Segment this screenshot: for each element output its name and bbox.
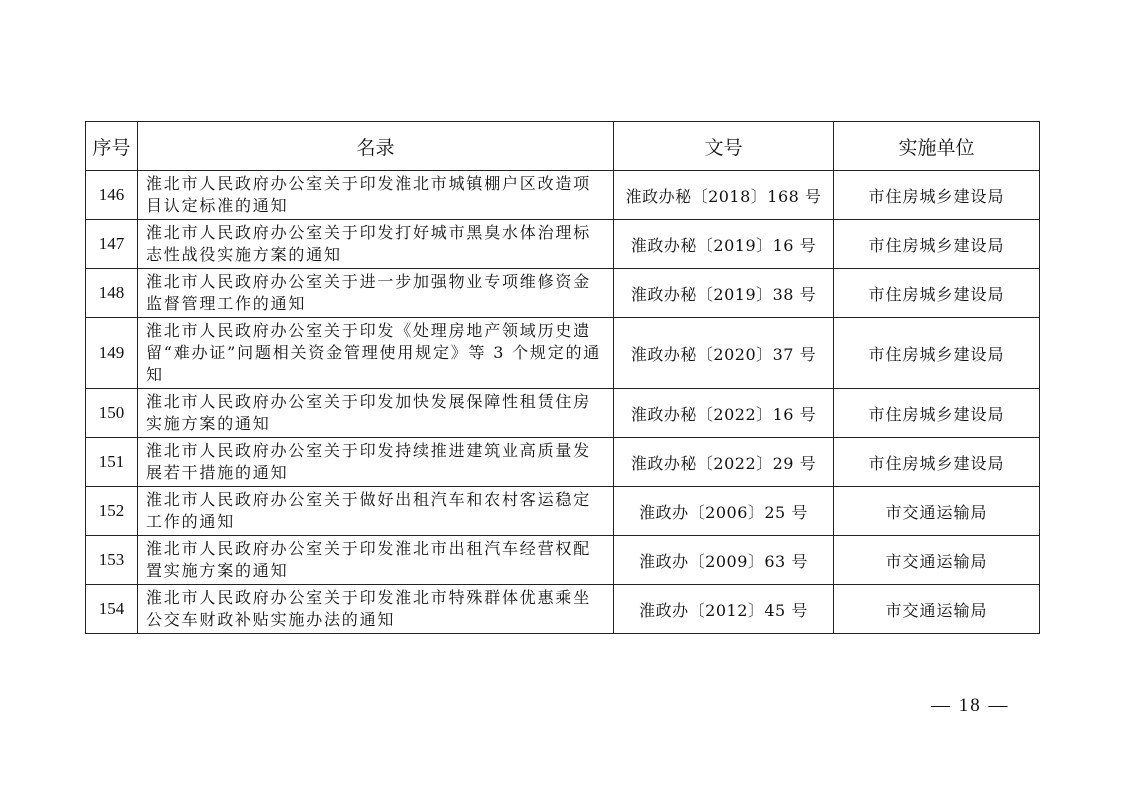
row-doc-no: 淮政办秘〔2019〕38 号 xyxy=(614,269,834,318)
table-row xyxy=(86,269,1040,318)
row-index: 148 xyxy=(86,269,138,318)
row-doc-no: 淮政办秘〔2020〕37 号 xyxy=(614,318,834,389)
row-index: 153 xyxy=(86,536,138,585)
row-name: 淮北市人民政府办公室关于印发持续推进建筑业高质量发展若干措施的通知 xyxy=(138,438,614,487)
table-row xyxy=(86,487,1040,536)
row-index: 147 xyxy=(86,220,138,269)
row-name: 淮北市人民政府办公室关于印发《处理房地产领域历史遗留“难办证”问题相关资金管理使用规定》等 3 个规定的通知 xyxy=(138,318,614,389)
row-unit: 市交通运输局 xyxy=(834,585,1040,634)
row-index: 146 xyxy=(86,171,138,220)
page-number: — 18 — xyxy=(931,695,1010,716)
row-unit: 市住房城乡建设局 xyxy=(834,318,1040,389)
row-unit: 市交通运输局 xyxy=(834,536,1040,585)
row-index: 149 xyxy=(86,318,138,389)
header-index: 序号 xyxy=(86,122,138,171)
row-name: 淮北市人民政府办公室关于印发加快发展保障性租赁住房实施方案的通知 xyxy=(138,389,614,438)
row-index: 152 xyxy=(86,487,138,536)
row-name: 淮北市人民政府办公室关于印发淮北市出租汽车经营权配置实施方案的通知 xyxy=(138,536,614,585)
row-name: 淮北市人民政府办公室关于进一步加强物业专项维修资金监督管理工作的通知 xyxy=(138,269,614,318)
row-unit: 市交通运输局 xyxy=(834,487,1040,536)
header-unit: 实施单位 xyxy=(834,122,1040,171)
row-unit: 市住房城乡建设局 xyxy=(834,269,1040,318)
row-doc-no: 淮政办秘〔2018〕168 号 xyxy=(614,171,834,220)
row-unit: 市住房城乡建设局 xyxy=(834,171,1040,220)
row-name: 淮北市人民政府办公室关于印发淮北市城镇棚户区改造项目认定标准的通知 xyxy=(138,171,614,220)
row-index: 150 xyxy=(86,389,138,438)
table-row xyxy=(86,389,1040,438)
row-unit: 市住房城乡建设局 xyxy=(834,438,1040,487)
row-doc-no: 淮政办秘〔2022〕16 号 xyxy=(614,389,834,438)
row-index: 151 xyxy=(86,438,138,487)
row-index: 154 xyxy=(86,585,138,634)
header-doc-no: 文号 xyxy=(614,122,834,171)
row-name: 淮北市人民政府办公室关于做好出租汽车和农村客运稳定工作的通知 xyxy=(138,487,614,536)
regulation-list-table xyxy=(85,121,1040,634)
row-name: 淮北市人民政府办公室关于印发打好城市黑臭水体治理标志性战役实施方案的通知 xyxy=(138,220,614,269)
row-doc-no: 淮政办〔2012〕45 号 xyxy=(614,585,834,634)
row-unit: 市住房城乡建设局 xyxy=(834,220,1040,269)
row-unit: 市住房城乡建设局 xyxy=(834,389,1040,438)
table-row xyxy=(86,318,1040,389)
row-doc-no: 淮政办〔2009〕63 号 xyxy=(614,536,834,585)
table-row xyxy=(86,536,1040,585)
table-row xyxy=(86,171,1040,220)
table-row xyxy=(86,220,1040,269)
table-row xyxy=(86,585,1040,634)
row-doc-no: 淮政办秘〔2019〕16 号 xyxy=(614,220,834,269)
row-name: 淮北市人民政府办公室关于印发淮北市特殊群体优惠乘坐公交车财政补贴实施办法的通知 xyxy=(138,585,614,634)
table-header-row xyxy=(86,122,1040,171)
row-doc-no: 淮政办秘〔2022〕29 号 xyxy=(614,438,834,487)
row-doc-no: 淮政办〔2006〕25 号 xyxy=(614,487,834,536)
table-row xyxy=(86,438,1040,487)
header-name: 名录 xyxy=(138,122,614,171)
